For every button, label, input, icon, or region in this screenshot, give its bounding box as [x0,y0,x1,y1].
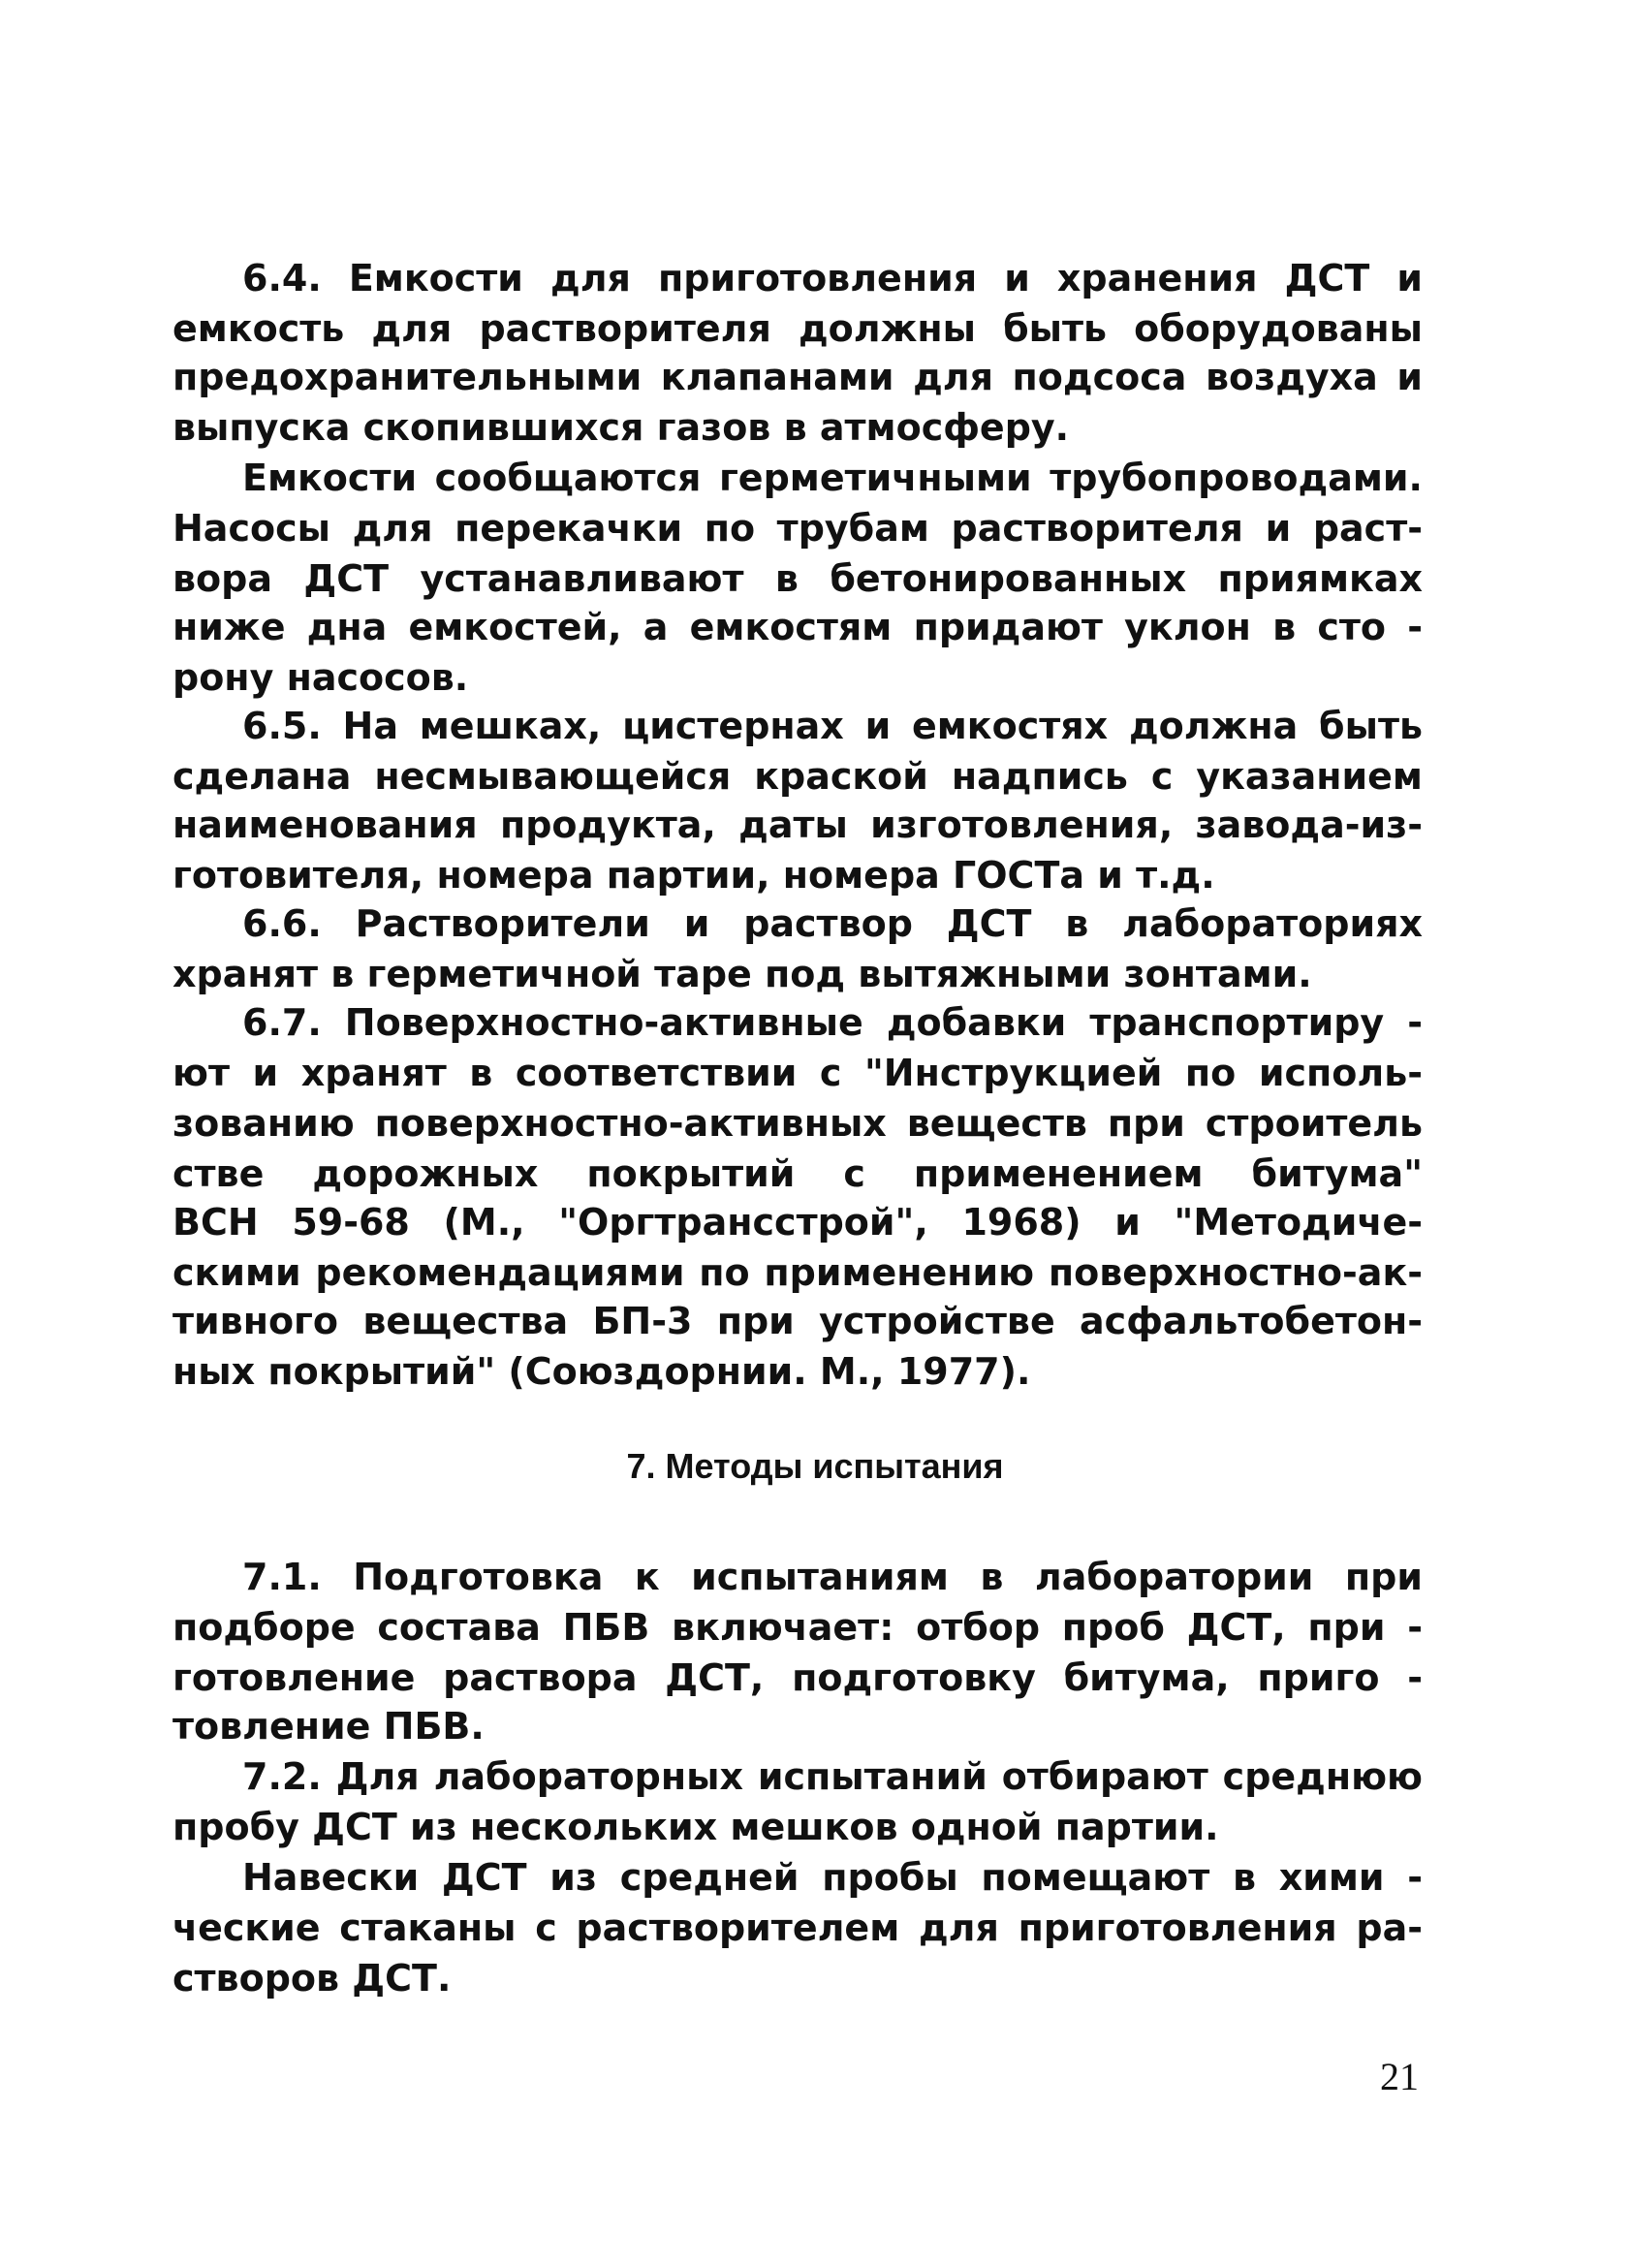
text-line: товление ПБВ. [172,1705,485,1748]
text-line: 6.4. Емкости для приготовления и хранения ДСТ и [242,257,1423,299]
text-line: ниже дна емкостей, а емкостям придают уклон в сто - [172,606,1423,648]
section-heading: 7. Методы испытания [626,1446,1004,1486]
text-line: Навески ДСТ из средней пробы помещают в хими - [242,1856,1423,1899]
text-line: 7.1. Подготовка к испытаниям в лаборатории при [242,1556,1423,1598]
text-line: Насосы для перекачки по трубам растворителя и раст- [172,507,1423,550]
text-line: рону насосов. [172,656,469,699]
page-number: 21 [1380,2055,1419,2098]
text-line: предохранительными клапанами для подсоса воздуха и [172,356,1423,398]
text-line: выпуска скопившихся газов в атмосферу. [172,406,1070,449]
text-line: сделана несмывающейся краской надпись с указанием [172,755,1423,798]
text-line: ют и хранят в соответствии с "Инструкцией по исполь- [172,1052,1423,1094]
text-line: емкость для растворителя должны быть оборудованы [172,307,1423,350]
text-line: тивного вещества БП-3 при устройстве асфальтобетон- [172,1300,1423,1342]
text-line: 6.6. Растворители и раствор ДСТ в лабораториях [242,902,1423,945]
text-line: 6.7. Поверхностно-активные добавки транспортиру - [242,1001,1423,1044]
text-line: ВСН 59-68 (М., "Оргтрансстрой", 1968) и "Методиче- [172,1201,1423,1244]
text-line: наименования продукта, даты изготовления, завода-из- [172,803,1423,846]
text-line: хранят в герметичной таре под вытяжными зонтами. [172,953,1312,995]
text-line: 6.5. На мешках, цистернах и емкостях должна быть [242,705,1423,747]
text-line: зованию поверхностно-активных веществ при строитель [172,1102,1423,1145]
text-line: 7.2. Для лабораторных испытаний отбирают среднюю [242,1755,1423,1798]
text-line: скими рекомендациями по применению поверхностно-ак- [172,1251,1423,1294]
text-line: ных покрытий" (Союздорнии. М., 1977). [172,1350,1031,1393]
text-line: подборе состава ПБВ включает: отбор проб ДСТ, при - [172,1606,1423,1649]
text-line: ческие стаканы с растворителем для приготовления ра- [172,1906,1423,1949]
text-line: вора ДСТ устанавливают в бетонированных приямках [172,557,1423,600]
text-line: створов ДСТ. [172,1957,452,2000]
text-line: готовителя, номера партии, номера ГОСТа и т.д. [172,854,1215,897]
text-line: стве дорожных покрытий с применением битума" [172,1152,1423,1195]
text-line: готовление раствора ДСТ, подготовку битума, приго - [172,1656,1423,1699]
text-line: Емкости сообщаются герметичными трубопроводами. [242,457,1423,499]
text-line: пробу ДСТ из нескольких мешков одной партии. [172,1806,1219,1848]
